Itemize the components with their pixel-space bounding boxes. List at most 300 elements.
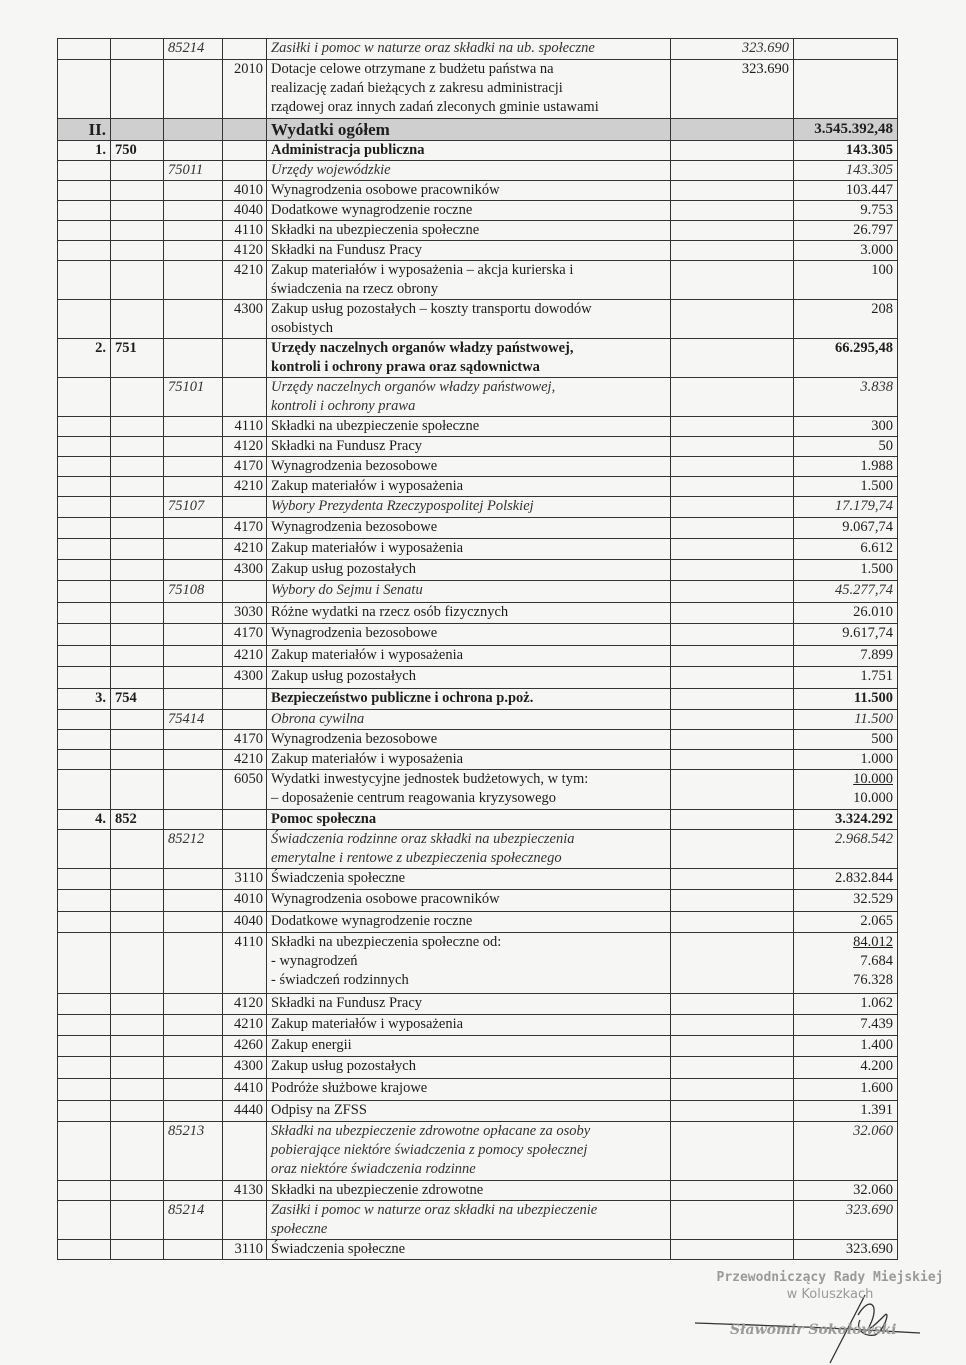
- paragraph-code: 4110: [223, 417, 267, 437]
- amount-value: 11.500: [853, 690, 893, 706]
- chapter-code: [164, 119, 223, 141]
- row-number: [58, 730, 111, 750]
- paragraph-code: 4210: [223, 539, 267, 560]
- item-name: Pomoc społeczna: [267, 810, 671, 830]
- table-row: [58, 869, 898, 890]
- paragraph-code: [223, 581, 267, 603]
- item-name: Zakup usług pozostałych: [267, 667, 671, 689]
- item-name: Wynagrodzenia bezosobowe: [267, 457, 671, 477]
- table-row: [58, 201, 898, 221]
- section-code: [111, 119, 164, 141]
- table-row: [58, 624, 898, 646]
- expense-amount: [794, 750, 898, 770]
- revenue-amount: [671, 890, 794, 912]
- expense-amount: [794, 60, 898, 119]
- paragraph-code: 4440: [223, 1101, 267, 1122]
- table-row: [58, 417, 898, 437]
- revenue-amount: [671, 1015, 794, 1036]
- chapter-code: [164, 457, 223, 477]
- chapter-code: [164, 1101, 223, 1122]
- chapter-code: [164, 869, 223, 890]
- expense-amount: [794, 933, 898, 994]
- amount-value: 2.968.542: [835, 831, 893, 847]
- table-row: [58, 60, 898, 119]
- row-number: [58, 518, 111, 539]
- amount-value: 1.500: [860, 478, 893, 494]
- item-name: Obrona cywilna: [267, 710, 671, 730]
- item-name: Urzędy naczelnych organów władzy państwowej, kontroli i ochrony prawa oraz sądownictwa: [267, 339, 671, 378]
- amount-value: 2.065: [860, 913, 893, 929]
- paragraph-code: 3110: [223, 869, 267, 890]
- item-name: Wynagrodzenia bezosobowe: [267, 624, 671, 646]
- section-code: [111, 603, 164, 624]
- item-name: Wynagrodzenia bezosobowe: [267, 730, 671, 750]
- section-code: [111, 890, 164, 912]
- row-number: [58, 161, 111, 181]
- section-code: [111, 994, 164, 1015]
- row-number: [58, 261, 111, 300]
- revenue-amount: [671, 810, 794, 830]
- budget-table: [57, 38, 898, 1260]
- item-name: Zakup usług pozostałych: [267, 560, 671, 581]
- expense-amount: [794, 710, 898, 730]
- amount-value: 103.447: [845, 182, 893, 198]
- section-code: [111, 710, 164, 730]
- item-name: Świadczenia społeczne: [267, 1240, 671, 1260]
- stamp-title: Przewodniczący Rady Miejskiej: [716, 1270, 944, 1285]
- paragraph-code: 4110: [223, 221, 267, 241]
- revenue-amount: [671, 141, 794, 161]
- amount-value: 143.305: [845, 162, 893, 178]
- section-code: [111, 181, 164, 201]
- table-row: [58, 539, 898, 560]
- expense-amount: [794, 830, 898, 869]
- row-number: 4.: [58, 810, 111, 830]
- amount-value: 32.060: [853, 1182, 893, 1198]
- chapter-code: [164, 646, 223, 667]
- section-code: [111, 750, 164, 770]
- chapter-code: 85214: [164, 39, 223, 60]
- revenue-amount: [671, 477, 794, 497]
- table-row: [58, 221, 898, 241]
- row-number: 2.: [58, 339, 111, 378]
- row-number: [58, 457, 111, 477]
- revenue-amount: [671, 770, 794, 810]
- chapter-code: [164, 667, 223, 689]
- chapter-code: [164, 994, 223, 1015]
- section-code: [111, 830, 164, 869]
- amount-value: 26.797: [853, 222, 893, 238]
- table-row: [58, 437, 898, 457]
- paragraph-code: 4120: [223, 437, 267, 457]
- expense-amount: [794, 1079, 898, 1101]
- item-name: Podróże służbowe krajowe: [267, 1079, 671, 1101]
- row-number: 3.: [58, 689, 111, 710]
- paragraph-code: 4210: [223, 1015, 267, 1036]
- item-name: Składki na ubezpieczenia społeczne: [267, 221, 671, 241]
- expense-amount: [794, 1057, 898, 1079]
- section-code: [111, 624, 164, 646]
- chapter-code: [164, 539, 223, 560]
- paragraph-code: [223, 689, 267, 710]
- table-row: [58, 994, 898, 1015]
- expense-amount: [794, 1240, 898, 1260]
- expense-amount: [794, 539, 898, 560]
- chapter-code: 85213: [164, 1122, 223, 1181]
- table-row: [58, 667, 898, 689]
- amount-value: 323.690: [741, 40, 789, 56]
- section-code: [111, 1101, 164, 1122]
- paragraph-code: 4260: [223, 1036, 267, 1057]
- table-row: [58, 830, 898, 869]
- row-number: [58, 1240, 111, 1260]
- row-number: [58, 181, 111, 201]
- item-name: Zakup usług pozostałych: [267, 1057, 671, 1079]
- table-row: [58, 1057, 898, 1079]
- chapter-code: [164, 477, 223, 497]
- item-name: Wybory Prezydenta Rzeczypospolitej Polskiej: [267, 497, 671, 518]
- item-name: Administracja publiczna: [267, 141, 671, 161]
- amount-value: 9.617,74: [842, 625, 893, 641]
- chapter-code: [164, 1015, 223, 1036]
- row-number: [58, 830, 111, 869]
- expense-amount: [794, 477, 898, 497]
- section-code: [111, 1057, 164, 1079]
- revenue-amount: [671, 39, 794, 60]
- amount-value: 76.328: [853, 972, 893, 988]
- row-number: [58, 869, 111, 890]
- expense-amount: [794, 1036, 898, 1057]
- expense-amount: [794, 646, 898, 667]
- revenue-amount: [671, 750, 794, 770]
- table-row: [58, 518, 898, 539]
- section-code: [111, 241, 164, 261]
- row-number: [58, 994, 111, 1015]
- paragraph-code: 4210: [223, 477, 267, 497]
- paragraph-code: [223, 39, 267, 60]
- chapter-code: [164, 201, 223, 221]
- item-name: Zasiłki i pomoc w naturze oraz składki na ub. społeczne: [267, 39, 671, 60]
- item-name: Wydatki inwestycyjne jednostek budżetowych, w tym: – doposażenie centrum reagowania kryzysowego: [267, 770, 671, 810]
- row-number: [58, 241, 111, 261]
- expense-amount: [794, 994, 898, 1015]
- expense-amount: [794, 1201, 898, 1240]
- amount-value: 208: [871, 301, 893, 317]
- revenue-amount: [671, 581, 794, 603]
- expense-amount: [794, 560, 898, 581]
- table-row: [58, 912, 898, 933]
- revenue-amount: [671, 603, 794, 624]
- expense-amount: [794, 497, 898, 518]
- paragraph-code: [223, 497, 267, 518]
- amount-value: 3.838: [860, 379, 893, 395]
- chapter-code: [164, 181, 223, 201]
- item-name: Wynagrodzenia osobowe pracowników: [267, 890, 671, 912]
- revenue-amount: [671, 1057, 794, 1079]
- row-number: 1.: [58, 141, 111, 161]
- paragraph-code: 4010: [223, 890, 267, 912]
- chapter-code: [164, 437, 223, 457]
- amount-value: 26.010: [853, 604, 893, 620]
- section-code: [111, 477, 164, 497]
- expense-amount: [794, 201, 898, 221]
- chapter-code: [164, 810, 223, 830]
- table-row: [58, 39, 898, 60]
- row-number: [58, 1057, 111, 1079]
- amount-value: 7.684: [860, 953, 893, 969]
- revenue-amount: [671, 1079, 794, 1101]
- row-number: [58, 39, 111, 60]
- item-name: Odpisy na ZFSS: [267, 1101, 671, 1122]
- item-name: Składki na Fundusz Pracy: [267, 994, 671, 1015]
- revenue-amount: [671, 1122, 794, 1181]
- row-number: [58, 539, 111, 560]
- revenue-amount: [671, 181, 794, 201]
- chapter-code: [164, 300, 223, 339]
- expense-amount: [794, 241, 898, 261]
- row-number: [58, 201, 111, 221]
- chapter-code: [164, 417, 223, 437]
- item-name: Składki na Fundusz Pracy: [267, 241, 671, 261]
- revenue-amount: [671, 1036, 794, 1057]
- chapter-code: 75414: [164, 710, 223, 730]
- item-name: Wybory do Sejmu i Senatu: [267, 581, 671, 603]
- paragraph-code: 4410: [223, 1079, 267, 1101]
- row-number: [58, 667, 111, 689]
- paragraph-code: 4300: [223, 667, 267, 689]
- amount-value: 3.324.292: [835, 811, 893, 827]
- section-code: 852: [111, 810, 164, 830]
- table-row: [58, 1079, 898, 1101]
- expense-amount: [794, 161, 898, 181]
- expense-amount: [794, 1181, 898, 1201]
- expense-amount: [794, 770, 898, 810]
- chapter-code: [164, 1240, 223, 1260]
- amount-value: 32.529: [853, 891, 893, 907]
- row-number: [58, 1101, 111, 1122]
- paragraph-code: 4170: [223, 730, 267, 750]
- revenue-amount: [671, 912, 794, 933]
- revenue-amount: [671, 689, 794, 710]
- revenue-amount: [671, 161, 794, 181]
- chapter-code: 85214: [164, 1201, 223, 1240]
- table-row: [58, 181, 898, 201]
- item-name: Składki na Fundusz Pracy: [267, 437, 671, 457]
- revenue-amount: [671, 560, 794, 581]
- paragraph-code: 4170: [223, 624, 267, 646]
- expense-amount: [794, 667, 898, 689]
- chapter-code: [164, 241, 223, 261]
- chapter-code: 75011: [164, 161, 223, 181]
- item-name: Składki na ubezpieczenie zdrowotne opłacane za osoby pobierające niektóre świadczenia z pomocy społecznej oraz niektóre świadczenia rodzinne: [267, 1122, 671, 1181]
- revenue-amount: [671, 119, 794, 141]
- paragraph-code: 4010: [223, 181, 267, 201]
- paragraph-code: [223, 1122, 267, 1181]
- expense-amount: [794, 624, 898, 646]
- expense-amount: [794, 1015, 898, 1036]
- table-row: [58, 261, 898, 300]
- expense-amount: [794, 518, 898, 539]
- chapter-code: [164, 1079, 223, 1101]
- table-row: [58, 497, 898, 518]
- paragraph-code: 2010: [223, 60, 267, 119]
- row-number: [58, 378, 111, 417]
- expense-amount: [794, 730, 898, 750]
- paragraph-code: [223, 378, 267, 417]
- table-row: [58, 477, 898, 497]
- chapter-code: [164, 560, 223, 581]
- expense-amount: [794, 603, 898, 624]
- table-row: [58, 339, 898, 378]
- chapter-code: [164, 1036, 223, 1057]
- item-name: Wynagrodzenia osobowe pracowników: [267, 181, 671, 201]
- section-code: [111, 161, 164, 181]
- paragraph-code: [223, 339, 267, 378]
- section-code: [111, 1079, 164, 1101]
- revenue-amount: [671, 241, 794, 261]
- row-number: [58, 1079, 111, 1101]
- expense-amount: [794, 437, 898, 457]
- table-row: [58, 730, 898, 750]
- revenue-amount: [671, 869, 794, 890]
- table-row: [58, 161, 898, 181]
- row-number: [58, 1122, 111, 1181]
- section-code: [111, 437, 164, 457]
- amount-value: 4.200: [860, 1058, 893, 1074]
- row-number: [58, 560, 111, 581]
- expense-amount: [794, 457, 898, 477]
- amount-value: 323.690: [845, 1202, 893, 1218]
- amount-value: 50: [878, 438, 893, 454]
- chapter-code: [164, 624, 223, 646]
- revenue-amount: [671, 710, 794, 730]
- chapter-code: 85212: [164, 830, 223, 869]
- row-number: [58, 646, 111, 667]
- section-code: [111, 912, 164, 933]
- amount-value: 66.295,48: [835, 340, 893, 356]
- row-number: [58, 1015, 111, 1036]
- item-name: Świadczenia społeczne: [267, 869, 671, 890]
- table-row: [58, 1101, 898, 1122]
- amount-value: 6.612: [860, 540, 893, 556]
- revenue-amount: [671, 994, 794, 1015]
- expense-amount: [794, 221, 898, 241]
- row-number: [58, 437, 111, 457]
- amount-value: 11.500: [854, 711, 893, 727]
- amount-value: 1.751: [860, 668, 893, 684]
- chapter-code: [164, 750, 223, 770]
- chapter-code: [164, 141, 223, 161]
- section-code: 751: [111, 339, 164, 378]
- amount-value: 9.753: [860, 202, 893, 218]
- section-code: [111, 581, 164, 603]
- amount-value: 100: [871, 262, 893, 278]
- paragraph-code: 4300: [223, 300, 267, 339]
- item-name: Dodatkowe wynagrodzenie roczne: [267, 912, 671, 933]
- section-code: [111, 378, 164, 417]
- chapter-code: [164, 912, 223, 933]
- revenue-amount: [671, 1240, 794, 1260]
- table-row: [58, 1015, 898, 1036]
- amount-value: 10.000: [853, 790, 893, 806]
- revenue-amount: [671, 221, 794, 241]
- section-code: [111, 1036, 164, 1057]
- section-code: [111, 221, 164, 241]
- amount-value: 300: [871, 418, 893, 434]
- revenue-amount: [671, 201, 794, 221]
- paragraph-code: 4170: [223, 457, 267, 477]
- amount-value: 3.000: [860, 242, 893, 258]
- section-code: [111, 1240, 164, 1260]
- paragraph-code: 4130: [223, 1181, 267, 1201]
- row-number: II.: [58, 119, 111, 141]
- chapter-code: 75107: [164, 497, 223, 518]
- chapter-code: [164, 933, 223, 994]
- section-code: [111, 933, 164, 994]
- paragraph-code: [223, 141, 267, 161]
- section-code: [111, 300, 164, 339]
- section-code: [111, 518, 164, 539]
- row-number: [58, 1036, 111, 1057]
- row-number: [58, 624, 111, 646]
- paragraph-code: 4300: [223, 1057, 267, 1079]
- revenue-amount: [671, 378, 794, 417]
- table-row: [58, 646, 898, 667]
- revenue-amount: [671, 1201, 794, 1240]
- section-code: [111, 60, 164, 119]
- table-row: [58, 141, 898, 161]
- amount-value: 323.690: [845, 1241, 893, 1257]
- amount-value: 1.062: [860, 995, 893, 1011]
- paragraph-code: [223, 710, 267, 730]
- table-row: [58, 933, 898, 994]
- paragraph-code: 4210: [223, 261, 267, 300]
- row-number: [58, 603, 111, 624]
- stamp-name: Sławomir Sokołowski: [730, 1322, 897, 1338]
- paragraph-code: [223, 161, 267, 181]
- amount-value: 500: [871, 731, 893, 747]
- expense-amount: [794, 417, 898, 437]
- chapter-code: [164, 730, 223, 750]
- expense-amount: [794, 39, 898, 60]
- amount-value: 1.000: [860, 751, 893, 767]
- section-code: [111, 646, 164, 667]
- amount-value: 45.277,74: [835, 582, 893, 598]
- revenue-amount: [671, 437, 794, 457]
- chapter-code: [164, 1057, 223, 1079]
- item-name: Świadczenia rodzinne oraz składki na ubezpieczenia emerytalne i rentowe z ubezpieczenia społecznego: [267, 830, 671, 869]
- item-name: Zakup materiałów i wyposażenia: [267, 539, 671, 560]
- expense-amount: [794, 1122, 898, 1181]
- section-code: 750: [111, 141, 164, 161]
- row-number: [58, 710, 111, 730]
- paragraph-code: [223, 1201, 267, 1240]
- item-name: Zakup materiałów i wyposażenia: [267, 646, 671, 667]
- revenue-amount: [671, 624, 794, 646]
- table-row: [58, 890, 898, 912]
- row-number: [58, 581, 111, 603]
- amount-value: 7.439: [860, 1016, 893, 1032]
- paragraph-code: 4210: [223, 750, 267, 770]
- section-code: [111, 730, 164, 750]
- amount-value: 7.899: [860, 647, 893, 663]
- section-code: [111, 39, 164, 60]
- paragraph-code: 4300: [223, 560, 267, 581]
- table-row: [58, 1201, 898, 1240]
- amount-value: 1.400: [860, 1037, 893, 1053]
- revenue-amount: [671, 457, 794, 477]
- expense-amount: [794, 810, 898, 830]
